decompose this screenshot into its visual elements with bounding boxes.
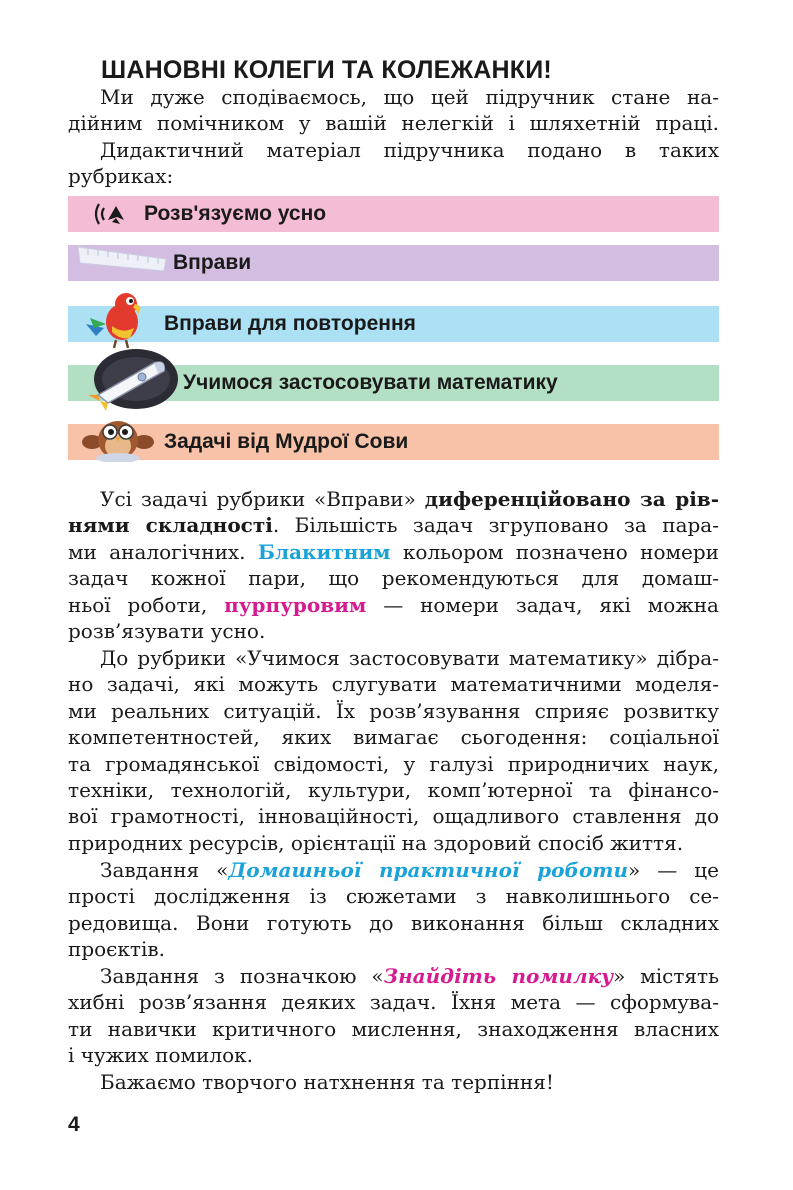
rubric-bar-owl-tasks [68, 424, 719, 460]
text-line: но задачі, які можуть слугувати математичними моделя- [68, 672, 719, 697]
text-line: Ми дуже сподіваємось, що цей підручник стане на- [100, 85, 719, 109]
intro-paragraph-2 [68, 137, 719, 190]
intro-paragraph [68, 84, 719, 137]
page-heading: ШАНОВНІ КОЛЕГИ ТА КОЛЕЖАНКИ! [101, 56, 552, 84]
text-line: та громадянської свідомості, у галузі природничих наук, [68, 751, 719, 776]
home-practice-label: Домашньої практичної роботи [228, 858, 628, 882]
text-line: ньої роботи, пурпуровим — номери задач, які можна [68, 592, 719, 617]
text-line: ти навички критичного мислення, знаходження власних [68, 1016, 719, 1041]
rubric-label: Вправи [173, 251, 252, 274]
rocket-icon [84, 345, 184, 421]
text-line: і чужих помилок. [68, 1043, 253, 1068]
text-line: прості дослідження із сюжетами з навколишнього се- [68, 884, 719, 909]
text-line: Усі задачі рубрики «Вправи» диференційовано за рів- [100, 487, 719, 511]
paragraph-find-mistake [68, 963, 719, 1069]
text-line: нями складності. Більшість задач згруповано за пара- [68, 513, 719, 538]
text-line: Бажаємо творчого натхнення та терпіння! [100, 1070, 554, 1094]
find-mistake-label: Знайдіть помилку [383, 964, 614, 988]
rubric-bar-applied-math [68, 365, 719, 401]
rubric-bar-review [68, 306, 719, 342]
text-line: розв’язувати усно. [68, 618, 266, 643]
rubric-label: Учимося застосовувати математику [183, 371, 558, 394]
text-line: природних ресурсів, орієнтації на здоровий спосіб життя. [68, 830, 684, 855]
rubric-label: Задачі від Мудрої Сови [164, 430, 409, 453]
text-line: Завдання «Домашньої практичної роботи» — це [100, 858, 719, 882]
blue-highlight: Блакитним [257, 539, 391, 564]
text-line: вої грамотності, інноваційності, ощадливого ставлення до [68, 804, 719, 829]
rubric-label: Вправи для повторення [164, 312, 416, 335]
page-number: 4 [68, 1113, 80, 1136]
ruler-icon [76, 239, 168, 279]
paragraph-applied-math [68, 645, 719, 856]
magenta-highlight: пурпуровим [224, 592, 367, 617]
text-line: дійним помічником у вашій нелегкій і шляхетній праці. [68, 111, 719, 136]
paragraph-exercises [68, 486, 719, 644]
rubric-bar-oral [68, 196, 719, 232]
paragraph-home-practice [68, 857, 719, 963]
closing-paragraph [68, 1069, 719, 1095]
rubric-bar-exercises [68, 245, 719, 281]
text-line: До рубрики «Учимося застосовувати математику» дібра- [100, 646, 719, 670]
rubric-label: Розв'язуємо усно [144, 202, 327, 225]
owl-icon [80, 412, 156, 468]
text-line: компетентностей, яких вимагає сьогодення: соціальної [68, 725, 719, 750]
text-line: ми реальних ситуацій. Їх розв’язування сприяє розвитку [68, 698, 719, 723]
text-line: задач кожної пари, що рекомендуються для домаш- [68, 566, 719, 591]
text-line: проєктів. [68, 937, 165, 962]
text-line: хибні розв’язання деяких задач. Їхня мета — сформува- [68, 990, 719, 1015]
text-line: рубриках: [68, 164, 174, 189]
speaking-icon [90, 200, 130, 234]
text-line: ми аналогічних. Блакитним кольором позначено номери [68, 539, 720, 564]
text-line: редовища. Вони готують до виконання більш складних [68, 910, 719, 935]
text-line: техніки, технологій, культури, комп’ютерної та фінансо- [68, 777, 719, 802]
text-line: Завдання з позначкою «Знайдіть помилку» містять [100, 964, 719, 988]
text-line: Дидактичний матеріал підручника подано в таких [100, 138, 719, 162]
